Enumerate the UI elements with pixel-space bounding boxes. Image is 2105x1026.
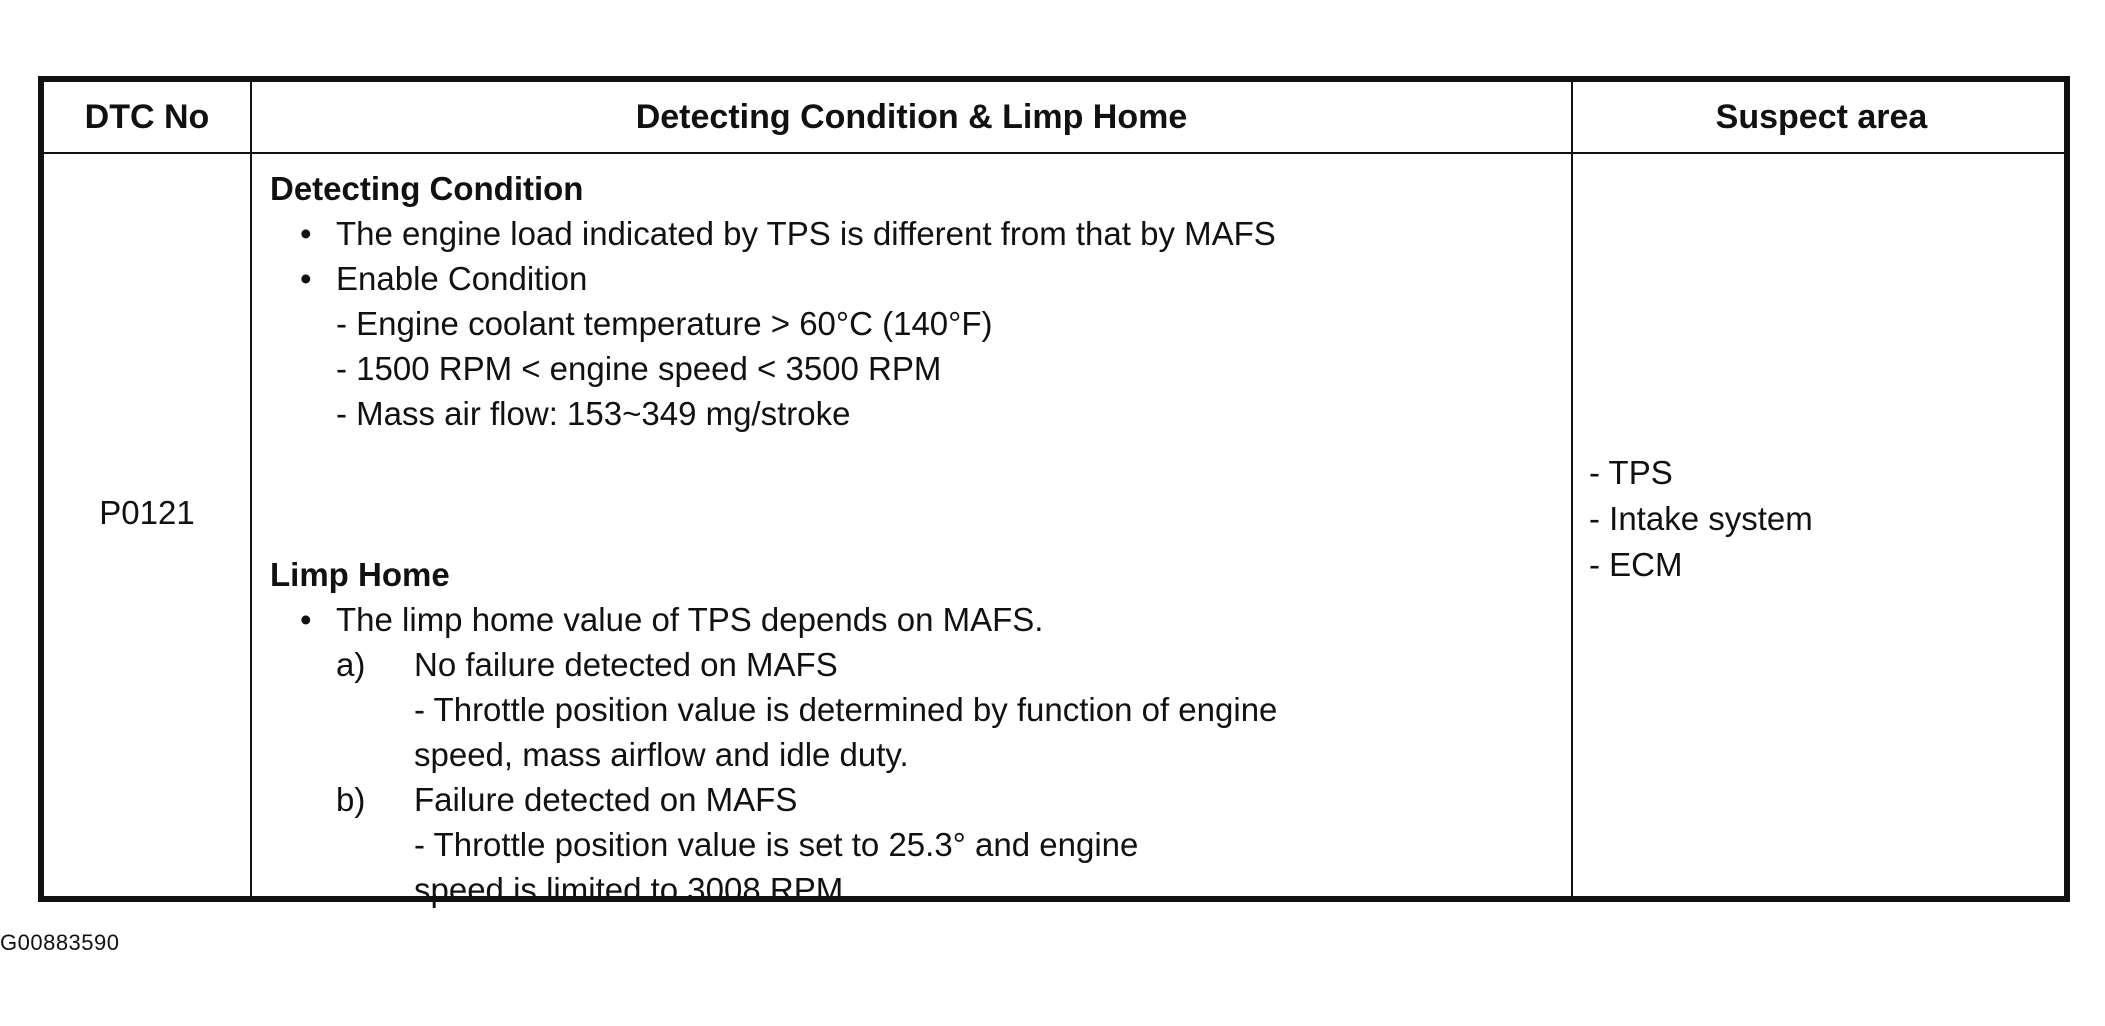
detecting-bullet-1: [270, 211, 1560, 256]
suspect-item-tps: - TPS: [1589, 454, 1673, 491]
limp-home-item-b-detail-2: speed is limited to 3008 RPM.: [414, 871, 853, 908]
section-gap: [270, 436, 1560, 552]
item-text: Failure detected on MAFS: [414, 781, 798, 818]
enable-item-2: - 1500 RPM < engine speed < 3500 RPM: [336, 350, 942, 387]
limp-home-item-a-detail-1: - Throttle position value is determined by function of engine: [414, 691, 1278, 728]
enable-item-3: - Mass air flow: 153~349 mg/stroke: [336, 395, 851, 432]
header-row-divider: [44, 152, 2064, 154]
limp-home-item-a: [270, 642, 1560, 687]
bullet-text: The limp home value of TPS depends on MAFS.: [336, 601, 1044, 638]
header-suspect-area: Suspect area: [1715, 97, 1928, 136]
dtc-code: P0121: [99, 494, 195, 531]
suspect-item-intake-system: - Intake system: [1589, 500, 1813, 537]
detecting-condition-title: Detecting Condition: [270, 170, 584, 207]
bullet-text: Enable Condition: [336, 260, 588, 297]
limp-home-item-a-detail-2: speed, mass airflow and idle duty.: [414, 736, 909, 773]
item-text: No failure detected on MAFS: [414, 646, 838, 683]
limp-home-item-b: [270, 777, 1560, 822]
dtc-table: [38, 76, 2070, 908]
suspect-item-ecm: - ECM: [1589, 546, 1683, 583]
detecting-bullet-2: [270, 256, 1560, 301]
bullet-icon: •: [300, 215, 312, 252]
suspect-area-cell: [1589, 450, 1813, 588]
header-dtc-no: DTC No: [84, 97, 210, 136]
bullet-icon: •: [300, 260, 312, 297]
limp-home-item-b-detail-1: - Throttle position value is set to 25.3° and engine: [414, 826, 1139, 863]
limp-home-bullet-1: [270, 597, 1560, 642]
header-detecting-condition: Detecting Condition & Limp Home: [635, 97, 1188, 136]
condition-cell: [270, 166, 1560, 912]
column-divider-2: [1571, 82, 1573, 896]
item-letter: a): [336, 646, 366, 683]
limp-home-title: Limp Home: [270, 556, 450, 593]
enable-item-1: - Engine coolant temperature > 60°C (140°F): [336, 305, 993, 342]
column-divider-1: [250, 82, 252, 896]
bullet-text: The engine load indicated by TPS is different from that by MAFS: [336, 215, 1276, 252]
item-letter: b): [336, 781, 366, 818]
figure-id: G00883590: [0, 930, 120, 955]
bullet-icon: •: [300, 601, 312, 638]
